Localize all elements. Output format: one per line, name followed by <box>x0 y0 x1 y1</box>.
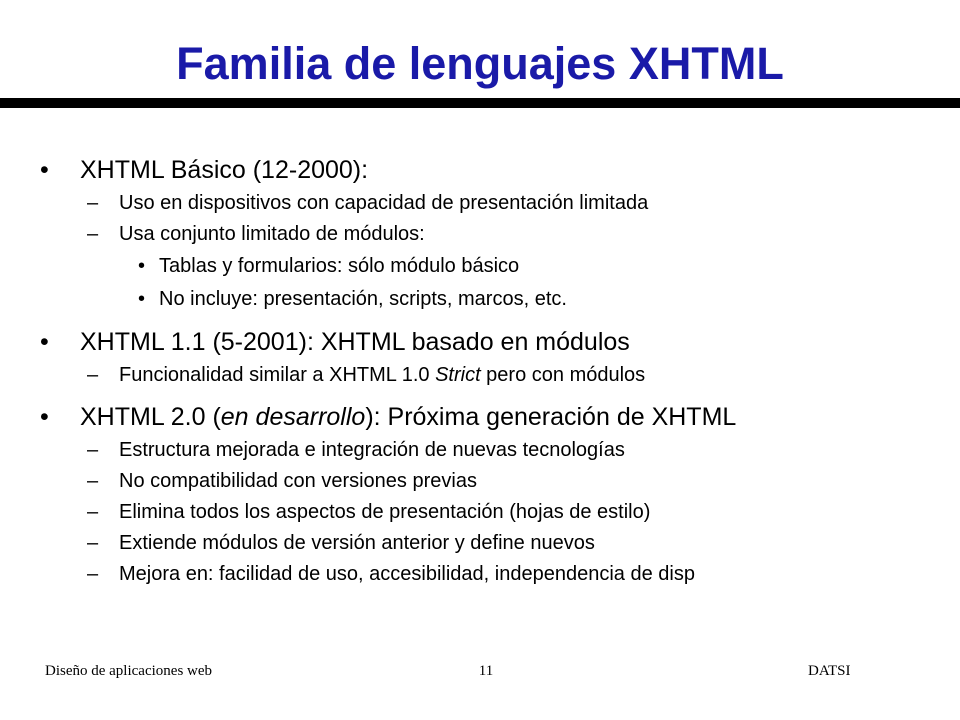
dash-marker: – <box>87 532 99 554</box>
bullet-xhtml-2-0 <box>0 399 960 435</box>
bullet-marker: • <box>138 255 146 277</box>
sub-bullet-text: Elimina todos los aspectos de presentación (hojas de estilo) <box>119 501 651 523</box>
dash-marker: – <box>87 470 99 492</box>
sub-bullet-text: Uso en dispositivos con capacidad de presentación limitada <box>119 192 649 214</box>
bullet-text: XHTML Básico (12-2000): <box>80 156 369 184</box>
bullet-marker: • <box>138 288 146 310</box>
sub-sub-bullet-text: Tablas y formularios: sólo módulo básico <box>159 255 520 277</box>
sub-bullet <box>0 435 960 466</box>
sub-bullet-text: Funcionalidad similar a XHTML 1.0 Strict pero con módulos <box>119 364 646 386</box>
bullet-marker: • <box>40 403 49 431</box>
dash-marker: – <box>87 439 99 461</box>
footer-course-name: Diseño de aplicaciones web <box>45 663 213 679</box>
slide-content <box>0 152 960 590</box>
bullet-marker: • <box>40 156 49 184</box>
sub-bullet-text: Mejora en: facilidad de uso, accesibilidad, independencia de disp <box>119 563 695 585</box>
slide-title: Familia de lenguajes XHTML <box>176 38 784 89</box>
bullet-text: XHTML 2.0 (en desarrollo): Próxima generación de XHTML <box>80 403 737 431</box>
sub-sub-bullet <box>0 283 960 316</box>
sub-bullet <box>0 219 960 250</box>
sub-bullet-text: No compatibilidad con versiones previas <box>119 470 477 492</box>
dash-marker: – <box>87 563 99 585</box>
dash-marker: – <box>87 192 99 214</box>
sub-bullet-text: Usa conjunto limitado de módulos: <box>119 223 425 245</box>
title-divider <box>0 98 960 108</box>
sub-bullet-text: Extiende módulos de versión anterior y define nuevos <box>119 532 595 554</box>
sub-bullet <box>0 497 960 528</box>
dash-marker: – <box>87 501 99 523</box>
dash-marker: – <box>87 364 99 386</box>
bullet-text: XHTML 1.1 (5-2001): XHTML basado en módulos <box>80 328 630 356</box>
sub-bullet <box>0 466 960 497</box>
sub-bullet <box>0 188 960 219</box>
sub-bullet <box>0 559 960 590</box>
footer-page-number: 11 <box>478 663 494 679</box>
bullet-xhtml-basico <box>0 152 960 188</box>
sub-bullet <box>0 528 960 559</box>
sub-sub-bullet-text: No incluye: presentación, scripts, marcos, etc. <box>159 288 567 310</box>
sub-sub-bullet <box>0 250 960 283</box>
bullet-xhtml-1-1 <box>0 324 960 360</box>
dash-marker: – <box>87 223 99 245</box>
sub-bullet-text: Estructura mejorada e integración de nuevas tecnologías <box>119 439 625 461</box>
sub-bullet <box>0 360 960 391</box>
footer-department: DATSI <box>808 663 851 679</box>
bullet-marker: • <box>40 328 49 356</box>
